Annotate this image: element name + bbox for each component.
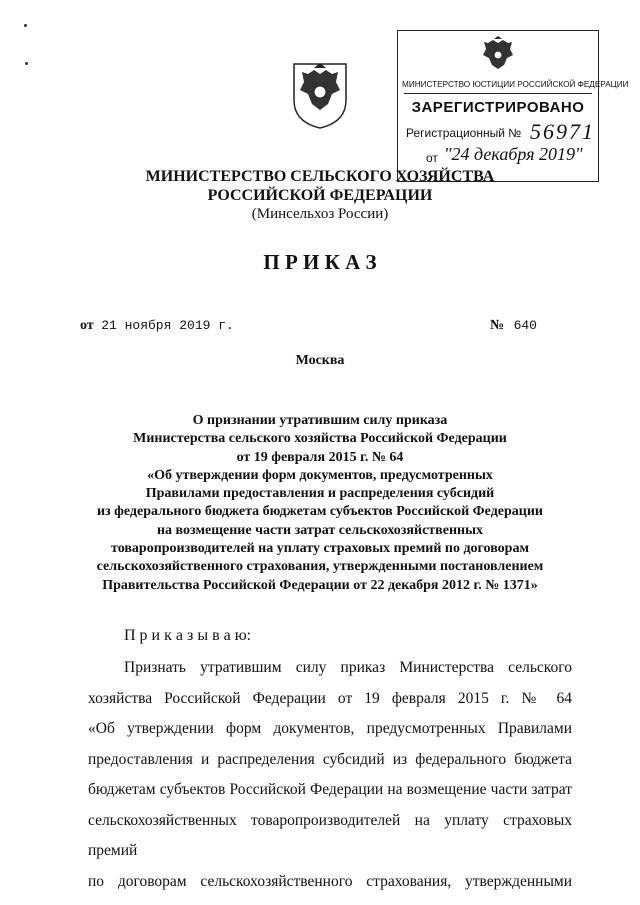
ministry-short-name: (Минсельхоз России): [251, 206, 389, 222]
stamp-reg-label: Регистрационный №: [406, 126, 522, 140]
title-line: Министерства сельского хозяйства Российской Федерации: [133, 431, 507, 447]
body-line: по договорам сельскохозяйственного страхования, утвержденными: [88, 872, 572, 890]
order-body: [88, 653, 572, 897]
stamp-emblem-icon: [480, 35, 516, 75]
stamp-date-label: от: [426, 151, 438, 165]
stamp-ministry: МИНИСТЕРСТВО ЮСТИЦИИ РОССИЙСКОЙ ФЕДЕРАЦИИ: [402, 80, 629, 89]
body-line: хозяйства Российской Федерации от 19 февраля 2015 г. № 64: [88, 689, 572, 707]
order-number-value: 640: [513, 318, 537, 333]
order-number: [490, 318, 537, 334]
title-line: на возмещение части затрат сельскохозяйственных: [156, 522, 484, 538]
body-line: Признать утратившим силу приказ Министерства сельского: [124, 659, 572, 676]
title-line: из федерального бюджета бюджетам субъектов Российской Федерации: [96, 504, 543, 520]
order-date-value: 21 ноября 2019 г.: [101, 318, 234, 333]
title-line: от 19 февраля 2015 г. № 64: [236, 449, 404, 465]
title-line: Правилами предоставления и распределения субсидий: [145, 486, 495, 502]
order-date-label: от: [80, 318, 94, 333]
body-line: «Об утверждении форм документов, предусмотренных Правилами: [88, 720, 572, 737]
document-type: П Р И К А З: [263, 250, 377, 274]
stamp-divider: [404, 93, 592, 94]
stamp-registered: ЗАРЕГИСТРИРОВАНО: [411, 99, 585, 116]
order-date: [80, 318, 234, 334]
registration-stamp: [397, 30, 629, 182]
ministry-name-line1: МИНИСТЕРСТВО СЕЛЬСКОГО ХОЗЯЙСТВА: [145, 168, 495, 185]
title-line: Правительства Российской Федерации от 22 декабря 2012 г. № 1371»: [102, 577, 538, 593]
title-line: «Об утверждении форм документов, предусмотренных: [147, 467, 493, 483]
title-line: О признании утратившим силу приказа: [192, 413, 448, 428]
stamp-reg-number: 56971: [530, 119, 595, 144]
order-title: [60, 412, 580, 595]
coat-of-arms-icon: [290, 60, 350, 130]
scan-speck: [24, 24, 27, 27]
stamp-date-value: "24 декабря 2019": [444, 144, 583, 164]
ministry-name-line2: РОССИЙСКОЙ ФЕДЕРАЦИИ: [207, 187, 433, 204]
body-line: предоставления и распределения субсидий из федерального бюджета: [88, 750, 572, 768]
body-line: бюджетам субъектов Российской Федерации на возмещение части затрат: [88, 781, 572, 798]
title-line: сельскохозяйственного страхования, утвержденными постановлением: [96, 559, 544, 575]
scan-speck: [25, 62, 28, 65]
title-line: товаропроизводителей на уплату страховых премий по договорам: [111, 541, 529, 557]
body-line: сельскохозяйственных товаропроизводителей на уплату страховых премий: [88, 811, 572, 859]
order-word: П р и к а з ы в а ю:: [124, 627, 252, 644]
city: Москва: [295, 353, 345, 368]
order-number-label: №: [490, 318, 505, 333]
